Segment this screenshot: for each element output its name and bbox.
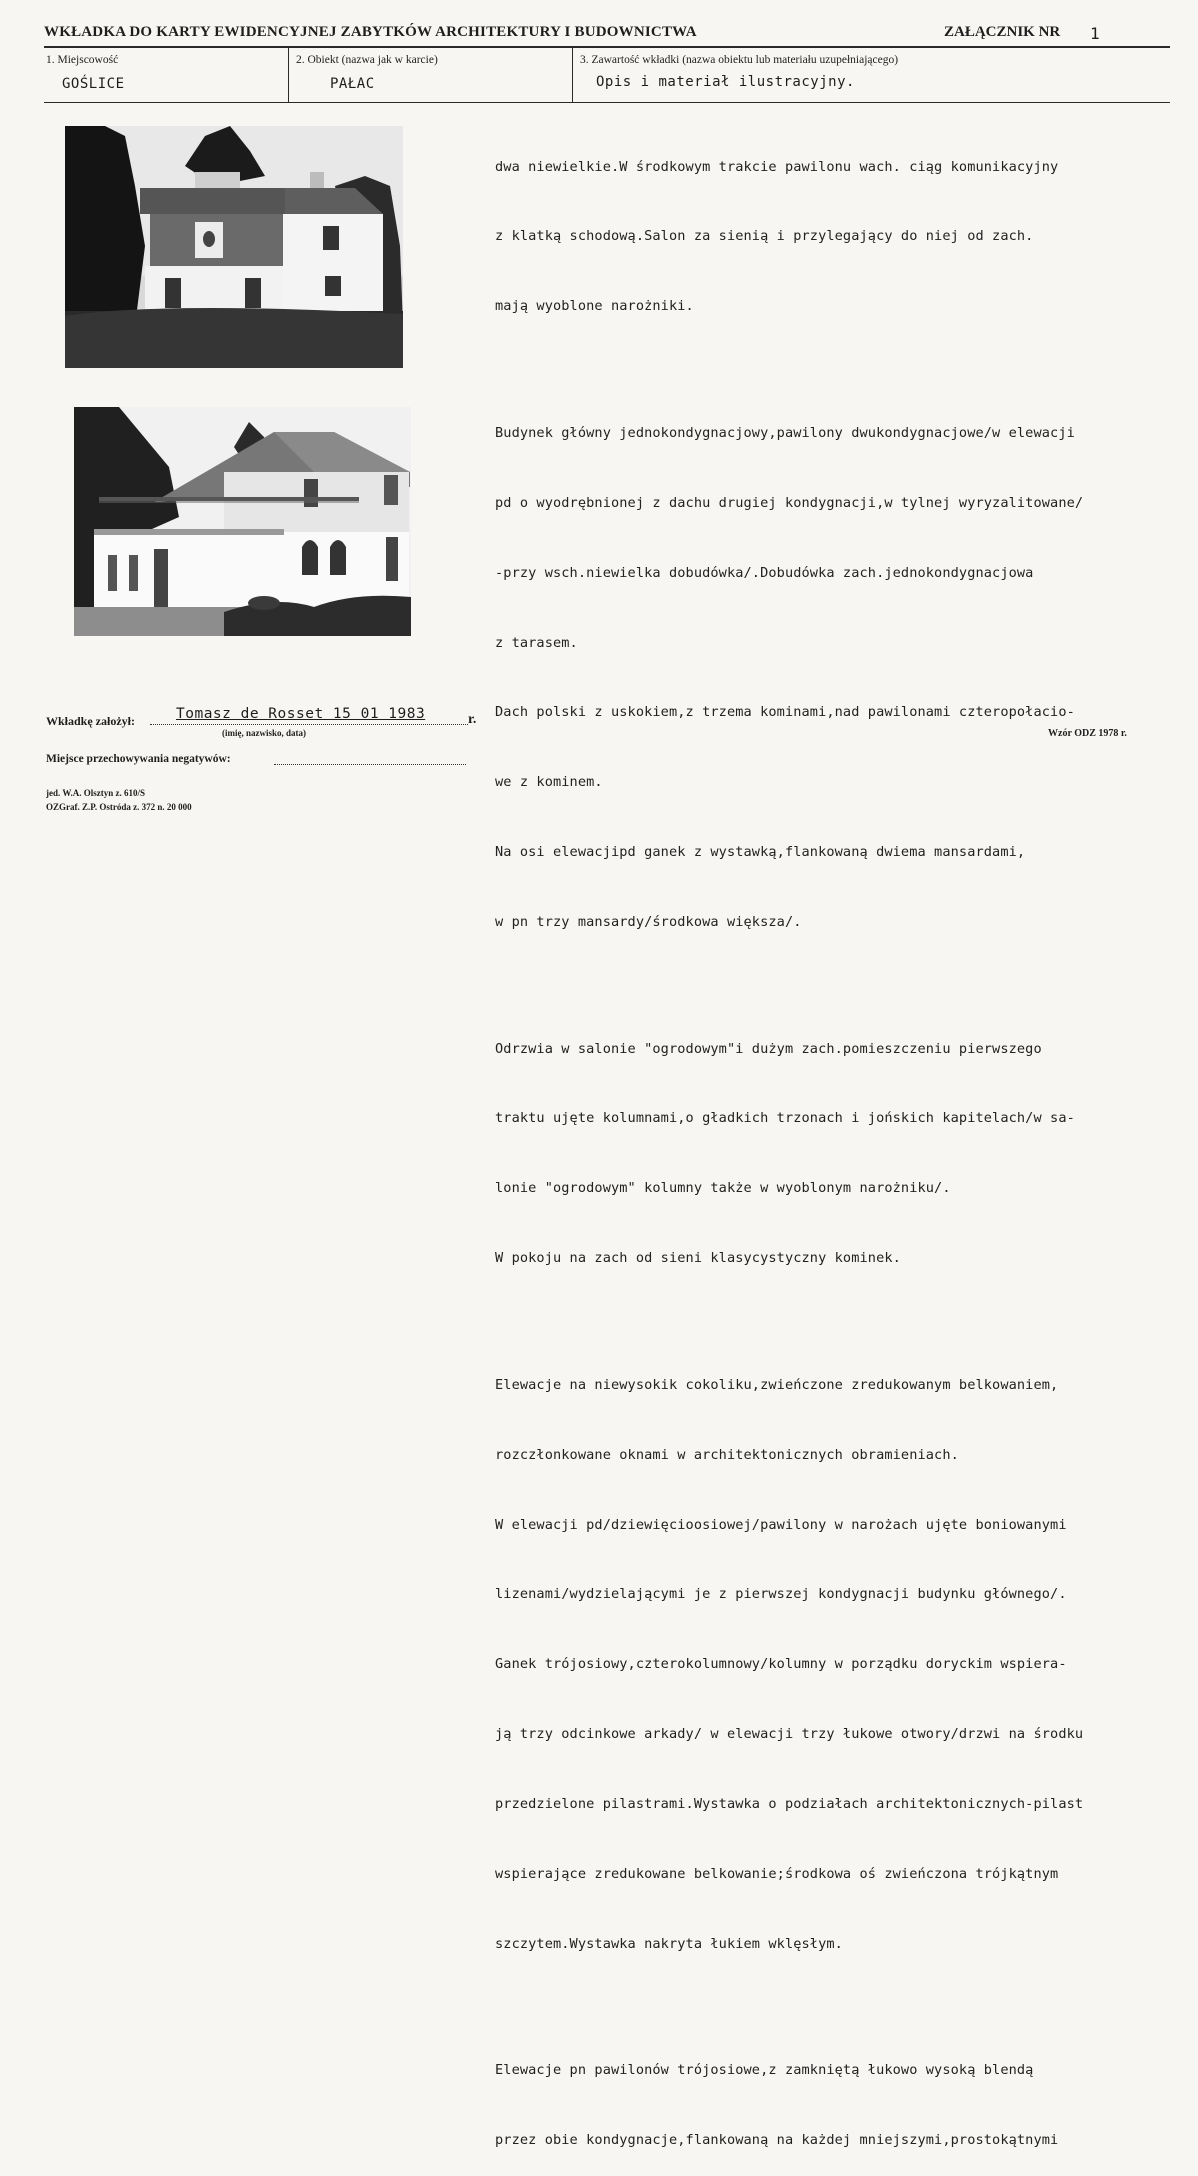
content-label: 3. Zawartość wkładki (nazwa obiektu lub materiału uzupełniającego): [580, 54, 899, 66]
text-line: przedzielone pilastrami.Wystawka o podziałach architektonicznych-pilast: [495, 1796, 1084, 1813]
text-line: W elewacji pd/dziewięcioosiowej/pawilony w narożach ujęte boniowanymi: [495, 1516, 1067, 1533]
text-line: Elewacje na niewysokik cokoliku,zwieńczone zredukowanym belkowaniem,: [495, 1376, 1059, 1393]
imprint-line-1: jed. W.A. Olsztyn z. 610/S: [46, 788, 146, 798]
text-line: Ganek trójosiowy,czterokolumnowy/kolumny w porządku doryckim wspiera-: [495, 1656, 1067, 1673]
text-line: traktu ujęte kolumnami,o gładkich trzonach i jońskich kapitelach/w sa-: [495, 1110, 1075, 1127]
created-by-dotted-line: [150, 724, 468, 725]
template-note: Wzór ODZ 1978 r.: [1048, 728, 1127, 739]
text-line: lonie "ogrodowym" kolumny także w wyoblonym narożniku/.: [495, 1180, 951, 1197]
text-line: -przy wsch.niewielka dobudówka/.Dobudówka zach.jednokondygnacjowa: [495, 564, 1034, 581]
photo-side-drawing: [74, 407, 411, 636]
text-line: w pn trzy mansardy/środkowa większa/.: [495, 914, 802, 931]
manor-house-front-photo: [65, 126, 403, 368]
content-value: Opis i materiał ilustracyjny.: [596, 74, 855, 90]
text-line: rozczłonkowane oknami w architektonicznych obramieniach.: [495, 1446, 959, 1463]
header-top-rule: [44, 46, 1170, 48]
manor-house-side-photo: [74, 407, 411, 636]
text-line: z klatką schodową.Salon za sienią i przylegający do niej od zach.: [495, 228, 1034, 245]
created-by-value: Tomasz de Rosset 15 01 1983: [176, 706, 426, 722]
annex-label: ZAŁĄCZNIK NR: [944, 24, 1061, 40]
text-line: we z kominem.: [495, 774, 603, 791]
text-line: przez obie kondygnacje,flankowaną na każdej mniejszymi,prostokątnymi: [495, 2132, 1059, 2149]
imprint-line-2: OZGraf. Z.P. Ostróda z. 372 n. 20 000: [46, 802, 192, 812]
header-bottom-rule: [44, 102, 1170, 103]
created-by-label: Wkładkę założył:: [46, 714, 135, 728]
text-line: pd o wyodrębnionej z dachu drugiej kondygnacji,w tylnej wyryzalitowane/: [495, 494, 1084, 511]
text-line: Odrzwia w salonie "ogrodowym"i dużym zach.pomieszczeniu pierwszego: [495, 1040, 1042, 1057]
text-line: Elewacje pn pawilonów trójosiowe,z zamkniętą łukowo wysoką blendą: [495, 2062, 1034, 2079]
text-line: z tarasem.: [495, 634, 578, 651]
text-line: W pokoju na zach od sieni klasycystyczny kominek.: [495, 1250, 901, 1267]
text-line: mają wyoblone narożniki.: [495, 298, 694, 315]
text-line: lizenami/wydzielającymi je z pierwszej kondygnacji budynku głównego/.: [495, 1586, 1067, 1603]
storage-dotted-line: [274, 764, 466, 765]
created-by-suffix: r.: [468, 712, 477, 727]
text-line: Dach polski z uskokiem,z trzema kominami,nad pawilonami czteropołacio-: [495, 704, 1075, 721]
text-line: Na osi elewacjipd ganek z wystawką,flankowaną dwiema mansardami,: [495, 844, 1026, 861]
text-line: Budynek główny jednokondygnacjowy,pawilony dwukondygnacjowe/w elewacji: [495, 424, 1075, 441]
annex-number: 1: [1090, 24, 1100, 43]
storage-label: Miejsce przechowywania negatywów:: [46, 753, 231, 765]
description-text: [495, 109, 1195, 2176]
field-divider-2: [572, 48, 573, 102]
location-value: GOŚLICE: [62, 76, 125, 92]
text-line: szczytem.Wystawka nakryta łukiem wklęsłym.: [495, 1935, 843, 1952]
text-line: ją trzy odcinkowe arkady/ w elewacji trzy łukowe otwory/drzwi na środku: [495, 1726, 1084, 1743]
object-value: PAŁAC: [330, 76, 375, 92]
location-label: 1. Miejscowość: [46, 54, 119, 66]
photo-front-drawing: [65, 126, 403, 368]
text-line: dwa niewielkie.W środkowym trakcie pawilonu wach. ciąg komunikacyjny: [495, 158, 1059, 175]
text-line: wspierające zredukowane belkowanie;środkowa oś zwieńczona trójkątnym: [495, 1865, 1059, 1882]
object-label: 2. Obiekt (nazwa jak w karcie): [296, 54, 438, 66]
form-title: WKŁADKA DO KARTY EWIDENCYJNEJ ZABYTKÓW ARCHITEKTURY I BUDOWNICTWA: [44, 24, 697, 40]
field-divider-1: [288, 48, 289, 102]
created-by-hint: (imię, nazwisko, data): [222, 728, 306, 738]
